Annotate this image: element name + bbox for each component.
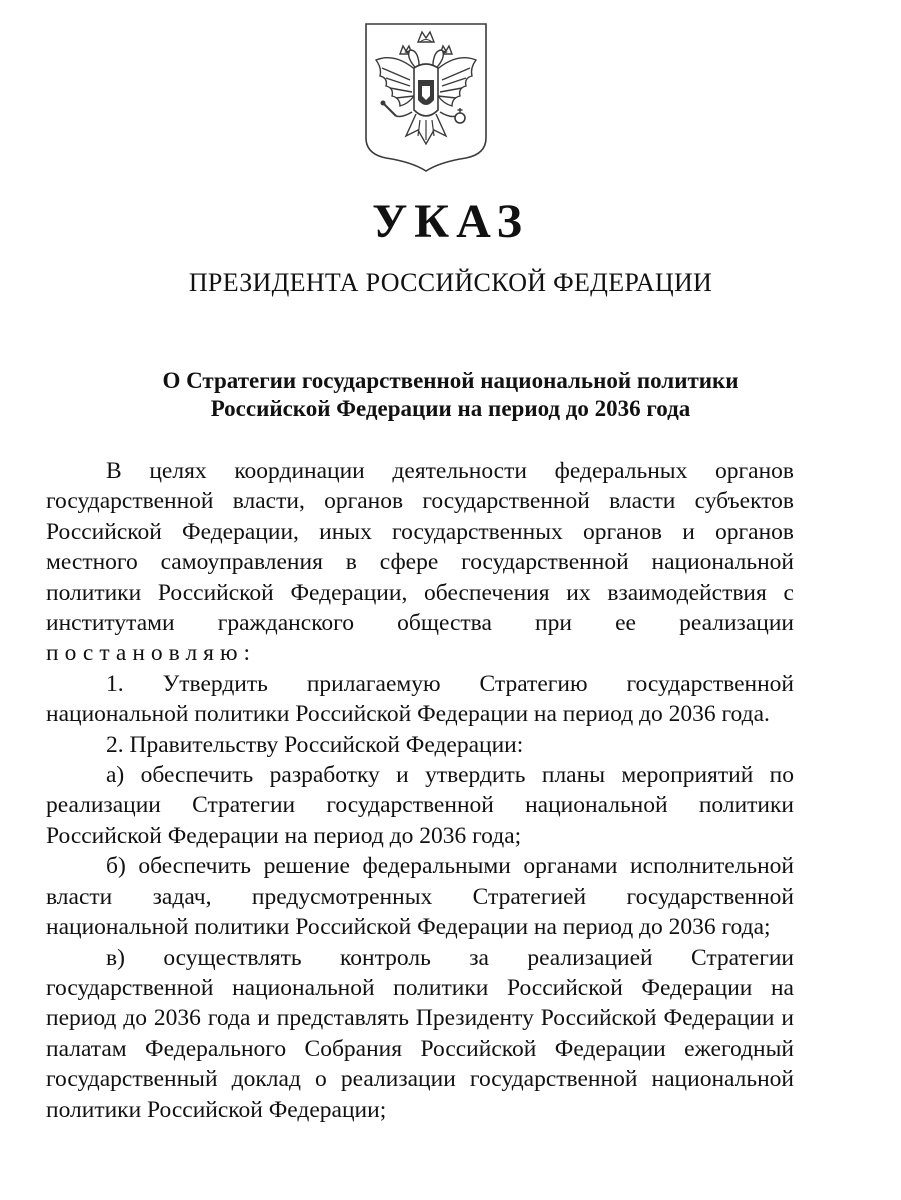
preamble-paragraph: [46, 456, 794, 669]
decree-subheading: ПРЕЗИДЕНТА РОССИЙСКОЙ ФЕДЕРАЦИИ: [188, 268, 713, 297]
decree-title-line-2: Российской Федерации на период до 2036 года: [210, 396, 691, 421]
clause-2b: б) обеспечить решение федеральными органами исполнительной власти задач, предусмотренных Стратегией государственной национальной политики Российской Федерации на период до 2036 года;: [46, 853, 794, 941]
clause-1: 1. Утвердить прилагаемую Стратегию государственной национальной политики Российской Федерации на период до 2036 года.: [46, 670, 794, 728]
coat-of-arms-emblem: [362, 20, 490, 172]
preamble-text: В целях координации деятельности федеральных органов государственной власти, органов государственной власти субъектов Российской Федерации, иных государственных органов и органов местного самоуправления в сфере государственной национальной политики Российской Федерации, обеспечения их взаимодействия с институтами гражданского общества при ее реализации: [46, 458, 794, 637]
decree-title-line-1: О Стратегии государственной национальной политики: [162, 368, 739, 393]
clause-2c: в) осуществлять контроль за реализацией Стратегии государственной национальной политики Российской Федерации на период до 2036 года и представлять Президенту Российской Федерации и палатам Федерального Собрания Российской Федерации ежегодный государственный доклад о реализации государственной национальной политики Российской Федерации;: [46, 944, 794, 1123]
clause-2: 2. Правительству Российской Федерации:: [106, 731, 524, 758]
decree-title: [0, 367, 901, 423]
clause-2a: а) обеспечить разработку и утвердить планы мероприятий по реализации Стратегии государственной национальной политики Российской Федерации на период до 2036 года;: [46, 762, 794, 849]
coat-of-arms-icon: [362, 20, 490, 172]
decree-body: [46, 456, 794, 1125]
preamble-ending: постановляю:: [46, 640, 257, 667]
decree-heading: УКАЗ: [372, 195, 529, 248]
